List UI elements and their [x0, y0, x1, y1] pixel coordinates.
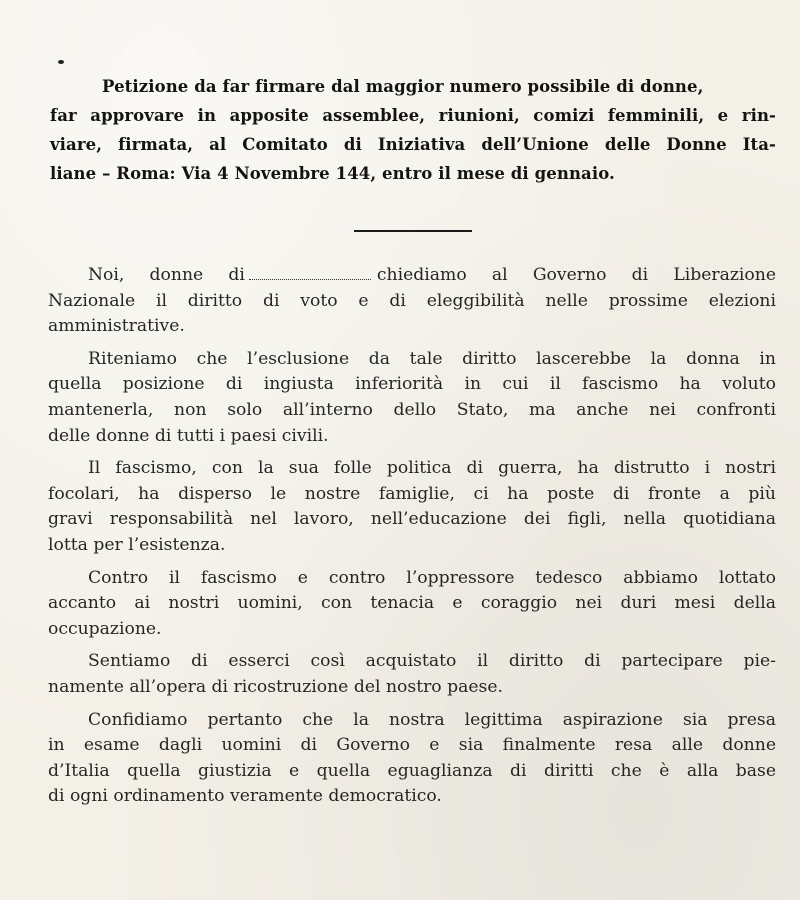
text-line: Sentiamo di esserci così acquistato il diritto di partecipare pie- — [88, 651, 776, 672]
paragraph-struggle — [48, 566, 776, 643]
paragraph-conclusion — [48, 708, 776, 810]
section-divider — [354, 230, 472, 232]
text-line: d’Italia quella giustizia e quella eguaglianza di diritti che è alla base — [48, 760, 776, 781]
text-line — [48, 263, 776, 289]
paragraph-exclusion — [48, 347, 776, 449]
text-line: quella posizione di ingiusta inferiorità in cui il fascismo ha voluto — [48, 374, 776, 395]
instructions-line: Petizione da far firmare dal maggior numero possibile di donne, — [102, 77, 704, 96]
petition-instructions — [50, 72, 776, 188]
instructions-line: viare, firmata, al Comitato di Iniziativa dell’Unione delle Donne Ita- — [50, 135, 776, 154]
text-line: focolari, ha disperso le nostre famiglie, ci ha poste di fronte a più — [48, 483, 776, 504]
text-line: namente all’opera di ricostruzione del nostro paese. — [48, 676, 503, 697]
text-line: mantenerla, non solo all’interno dello Stato, ma anche nei confronti — [48, 399, 776, 420]
paragraph-request — [48, 263, 776, 340]
text-line: Nazionale il diritto di voto e di eleggibilità nelle prossime elezioni — [48, 290, 776, 311]
text-line: in esame dagli uomini di Governo e sia finalmente resa alle donne — [48, 735, 776, 756]
paragraph-right — [48, 649, 776, 700]
text-line: occupazione. — [48, 618, 162, 639]
text-line: delle donne di tutti i paesi civili. — [48, 425, 329, 446]
text-line: di ogni ordinamento veramente democratico. — [48, 786, 442, 807]
text-line: gravi responsabilità nel lavoro, nell’educazione dei figli, nella quotidiana — [48, 509, 776, 530]
petition-text — [48, 263, 776, 817]
text-line: lotta per l’esistenza. — [48, 534, 226, 555]
text-line: Contro il fascismo e contro l’oppressore tedesco abbiamo lottato — [88, 567, 776, 588]
text-line: Riteniamo che l’esclusione da tale diritto lascerebbe la donna in — [88, 348, 776, 369]
text-line: Il fascismo, con la sua folle politica di guerra, ha distrutto i nostri — [88, 458, 776, 479]
text-line: accanto ai nostri uomini, con tenacia e coraggio nei duri mesi della — [48, 593, 776, 614]
text-fragment: Noi, donne di — [88, 265, 245, 285]
text-fragment: chiediamo al Governo di Liberazione — [376, 265, 777, 285]
text-line: Confidiamo pertanto che la nostra legittima aspirazione sia presa — [88, 709, 776, 730]
fill-in-blank — [249, 267, 371, 280]
ink-speck — [58, 60, 64, 64]
instructions-line: liane – Roma: Via 4 Novembre 144, entro il mese di gennaio. — [50, 164, 615, 183]
instructions-line: far approvare in apposite assemblee, riunioni, comizi femminili, e rin- — [50, 106, 776, 125]
text-line: amministrative. — [48, 316, 185, 337]
paragraph-war — [48, 456, 776, 558]
